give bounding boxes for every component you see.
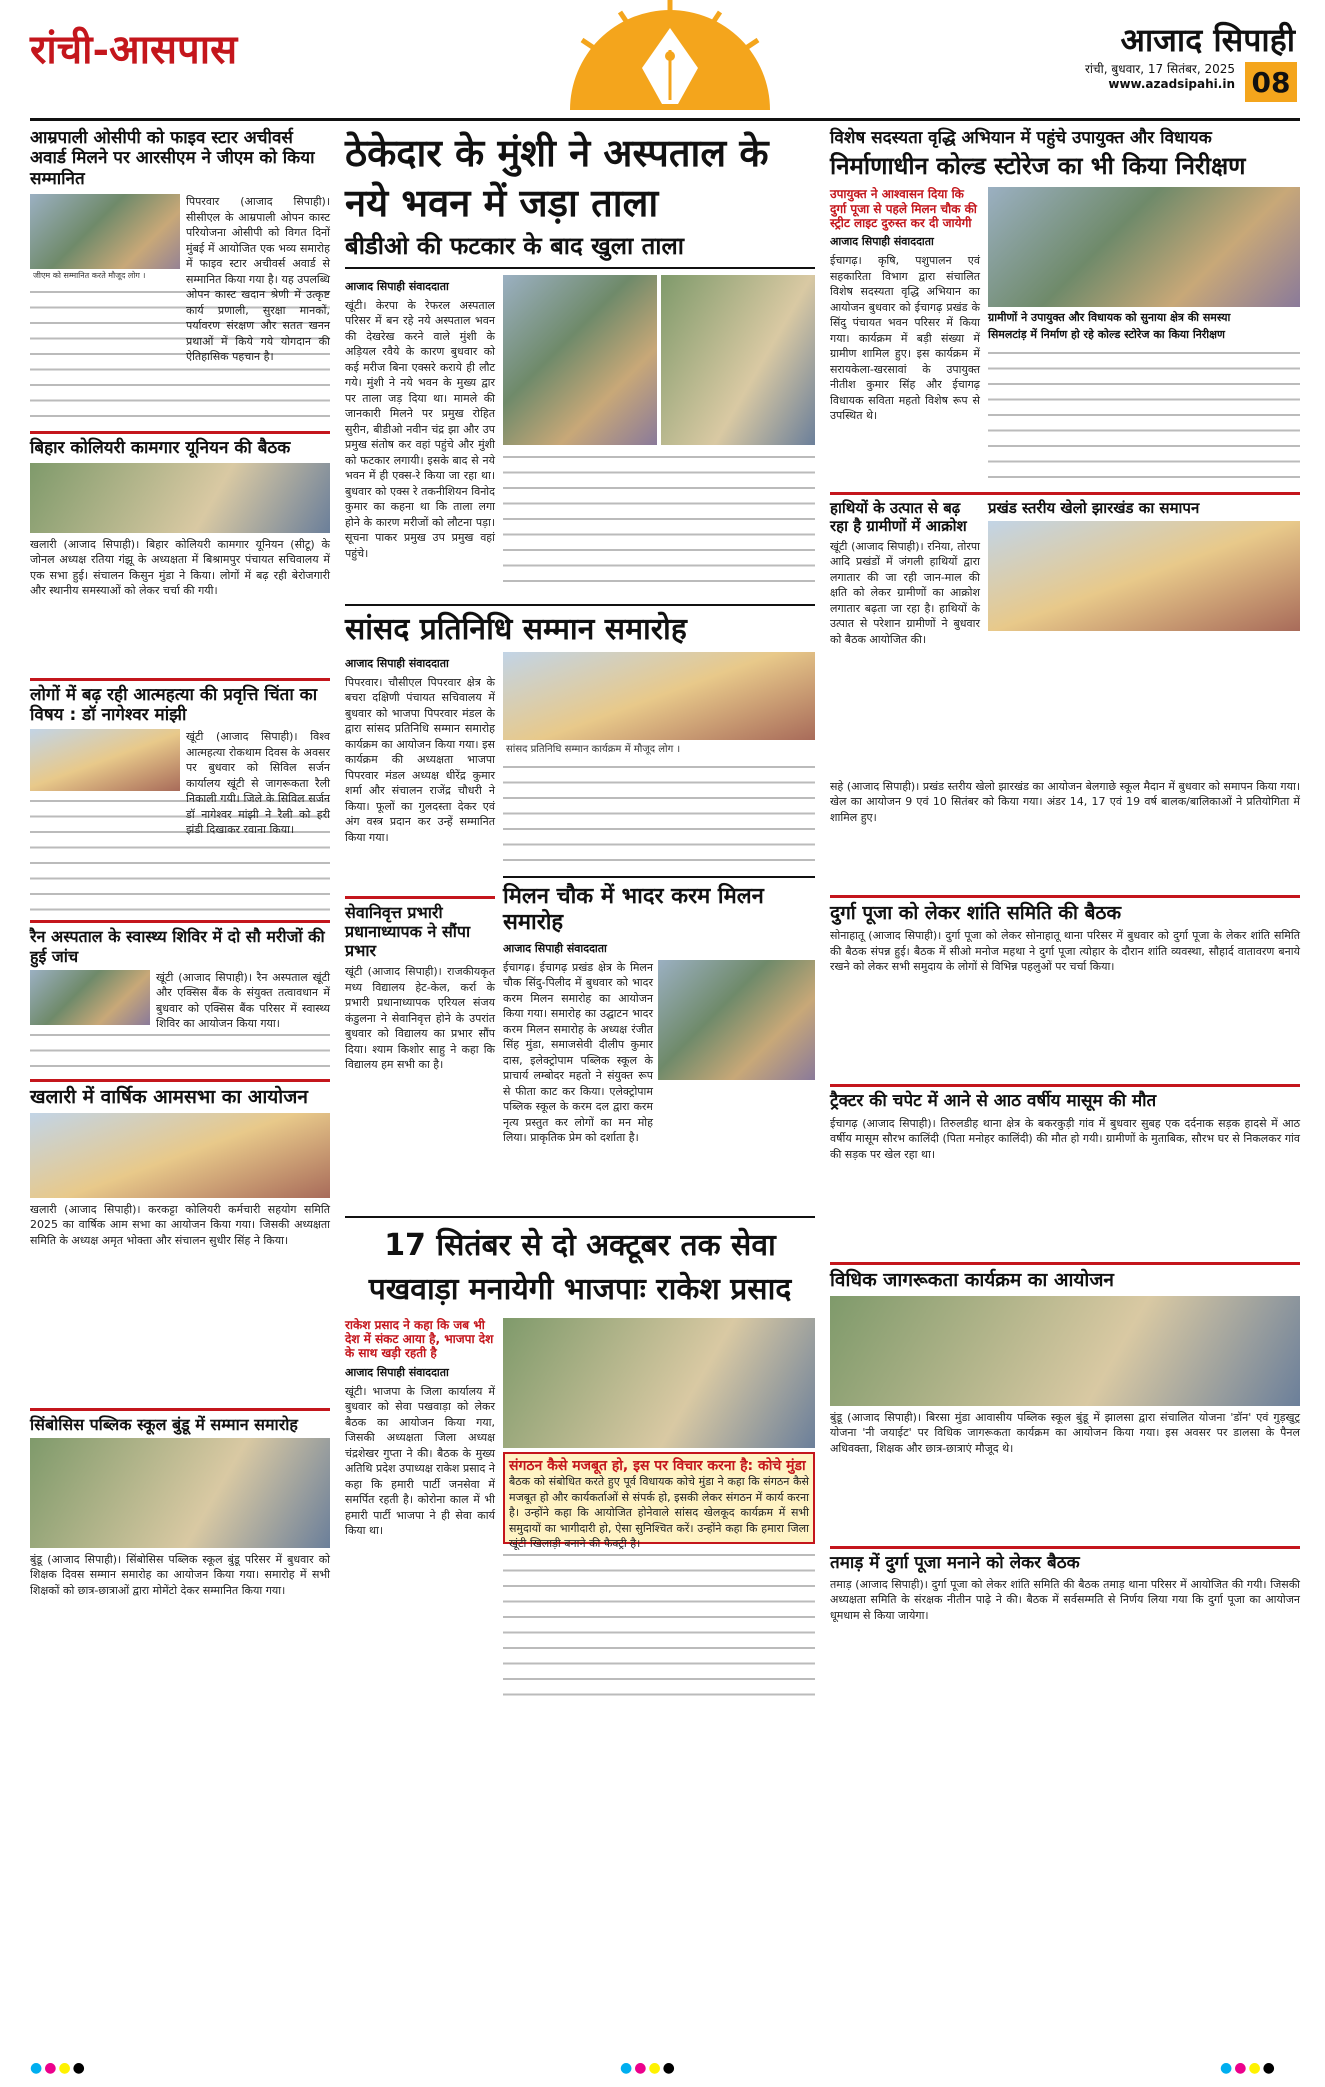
byline: आजाद सिपाही संवाददाता: [345, 1365, 449, 1379]
news-photo: [503, 1318, 815, 1448]
divider: [30, 431, 330, 434]
news-photo: [988, 521, 1300, 631]
article-text: पिपरवार। चौसीएल पिपरवार क्षेत्र के बचरा दक्षिणी पंचायत सचिवालय में बुधवार को भाजपा पिपरवार मंडल के द्वारा सांसद प्रतिनिधि सम्मान समारोह कार्यक्रम का आयोजन किया गया। इस कार्यक्रम की अध्यक्षता भाजपा पिपरवार मंडल अध्यक्ष धीरेंद्र कुमार शर्मा और संचालन राजेंद्र चौधरी ने किया। फूलों का गुलदस्ता देकर एवं अंग वस्त्र प्रदान कर उन्हें सम्मानित किया गया।: [345, 675, 495, 844]
article-text: सोनाहातू (आजाद सिपाही)। दुर्गा पूजा को लेकर सोनाहातू थाना परिसर में बुधवार को दुर्गा पूजा के लेकर शांति समिति की बैठक संपन्न हुई। बैठक में सीओ मनोज महथा ने दुर्गा पूजा त्योहार के दौरान शांति व्यवस्था, सौहार्द वातावरण बनाये रखने को लेकर सभी समुदाय के लोगों से विभिन्न पहलुओं पर चर्चा किया।: [830, 929, 1300, 974]
divider: [30, 920, 330, 923]
divider: [345, 267, 815, 269]
story-amrapali: [30, 128, 330, 425]
story-tamar-durga: [830, 1553, 1300, 1727]
article-text: खलारी (आजाद सिपाही)। करकट्टा कोलियरी कर्मचारी सहयोग समिति 2025 का वार्षिक आम सभा का आयोजन किया गया। जिसकी अध्यक्षता समिति के अध्यक्ष अमृत भोक्ता और संचालन सुधीर सिंह ने किया।: [30, 1202, 330, 1247]
pull-quote: उपायुक्त ने आश्वासन दिया कि दुर्गा पूजा से पहले मिलन चौक की स्ट्रीट लाइट दुरुस्त कर दी जायेगी: [830, 187, 977, 230]
article-text: ईचागढ़ (आजाद सिपाही)। तिरुलडीह थाना क्षेत्र के बकरकुड़ी गांव में बुधवार सुबह एक दर्दनाक सड़क हादसे में आठ वर्षीय मासूम सौरभ कालिंदी (पिता मनोहर कालिंदी) की मौत हो गयी। ग्रामीणों के मुताबिक, सौरभ घर से निकलकर गांव की सड़क पर खेल रहा था।: [830, 1116, 1300, 1161]
divider: [30, 1079, 330, 1082]
story-khelo-jharkhand: [988, 499, 1300, 779]
divider: [345, 1216, 815, 1218]
page-number: 08: [1245, 62, 1297, 102]
article-text: ईचागढ़। कृषि, पशुपालन एवं सहकारिता विभाग द्वारा संचालित विशेष सदस्यता वृद्धि अभियान का आयोजन बुधवार को ईचागढ़ प्रखंड के सिंदु पंचायत भवन परिसर में किया गया। कार्यक्रम में बड़ी संख्या में ग्रामीण शामिल हुए। इस कार्यक्रम में सरायकेला-खरसावां के उपायुक्त नीतीश कुमार सिंह और ईचागढ़ विधायक सविता महतो विशेष रूप से उपस्थित थे।: [830, 254, 980, 423]
news-photo: [30, 1113, 330, 1198]
byline: आजाद सिपाही संवाददाता: [345, 656, 449, 670]
masthead: [0, 0, 1325, 122]
headline: रैन अस्पताल के स्वास्थ्य शिविर में दो सौ मरीजों की हुई जांच: [30, 927, 325, 966]
headline: सांसद प्रतिनिधि सम्मान समारोह: [345, 611, 687, 647]
kicker: राकेश प्रसाद ने कहा कि जब भी देश में संकट आया है, भाजपा देश के साथ खड़ी रहती है: [345, 1317, 494, 1361]
date-text: रांची, बुधवार, 17 सितंबर, 2025: [1085, 62, 1235, 76]
story-hospital-lock: [345, 128, 815, 598]
news-photo: [30, 463, 330, 533]
registration-marks: ●●●●: [30, 2060, 87, 2076]
article-text: खलारी (आजाद सिपाही)। बिहार कोलियरी कामगार यूनियन (सीटू) के जोनल अध्यक्ष रतिया गंझू के अध्यक्षता में बिश्रामपुर पंचायत सचिवालय में एक सभा हुई। संचालन किसुन मुंडा ने किया। लोगों में बढ़ रही बेरोजगारी और स्थानीय समस्याओं को लेकर चर्चा की गयी।: [30, 537, 330, 598]
headline: विधिक जागरूकता कार्यक्रम का आयोजन: [830, 1268, 1114, 1291]
divider: [30, 1408, 330, 1411]
story-elephants: [830, 499, 980, 779]
website-link[interactable]: www.azadsipahi.in: [1108, 77, 1235, 91]
divider: [830, 492, 1300, 495]
news-photo: [503, 275, 657, 445]
callout-text: बैठक को संबोधित करते हुए पूर्व विधायक कोचे मुंडा ने कहा कि संगठन कैसे मजबूत हो और कार्यकर्ताओं से संपर्क हो, इसकी लेकर संगठन में कार्य करना है। उन्होंने कहा कि आयोजित होनेवाले सांसद खेलकूद कार्यक्रम में सभी समुदायों का भागीदारी हो, ऐसा सुनिश्चित करें। उन्होंने कहा कि हमारा जिला खूंटी खिलाड़ी बनाने की फैक्ट्री है।: [509, 1475, 809, 1551]
byline: आजाद सिपाही संवाददाता: [830, 235, 934, 249]
kicker: विशेष सदस्यता वृद्धि अभियान में पहुंचे उपायुक्त और विधायक: [830, 128, 1212, 148]
story-suicide: [30, 685, 330, 915]
article-text-cont: [988, 346, 1300, 486]
divider: [30, 678, 330, 681]
divider: [830, 895, 1300, 898]
newspaper-brand: आजाद सिपाही: [1120, 21, 1295, 59]
divider: [503, 876, 815, 878]
article-text: खूंटी (आजाद सिपाही)। रैन अस्पताल खूंटी और एक्सिस बैंक के संयुक्त तत्वावधान में बुधवार को एक्सिस बैंक परिसर में स्वास्थ्य शिविर का आयोजन किया गया।: [156, 970, 330, 1031]
article-text-cont: [503, 1548, 815, 1698]
divider: [830, 1084, 1300, 1087]
article-text: खूंटी (आजाद सिपाही)। रनिया, तोरपा आदि प्रखंडों में जंगली हाथियों द्वारा लगातार की जा रही जान-माल की क्षति को लेकर ग्रामीणों का आक्रोश लगातार बढ़ता जा रहा है। हाथियों के उत्पात से परेशान ग्रामीणों ने बुधवार को बैठक आयोजित की।: [830, 539, 980, 646]
article-text: बुंडू (आजाद सिपाही)। सिंबोसिस पब्लिक स्कूल बुंडू परिसर में बुधवार को शिक्षक दिवस सम्मान समारोह का आयोजन किया गया। समारोह में सभी शिक्षकों को छात्र-छात्राओं द्वारा मोमेंटो देकर सम्मानित किया गया।: [30, 1552, 330, 1597]
headline: ट्रैक्टर की चपेट में आने से आठ वर्षीय मासूम की मौत: [830, 1091, 1157, 1112]
story-durga-peace: [830, 902, 1300, 1079]
callout-box: [503, 1452, 815, 1551]
divider: [830, 1262, 1300, 1265]
registration-marks: ●●●●: [1220, 2060, 1277, 2076]
article-text: खूंटी (आजाद सिपाही)। विश्व आत्महत्या रोकथाम दिवस के अवसर पर बुधवार को सिविल सर्जन कार्यालय खूंटी से जागरूकता रैली निकाली गयी। जिले के सिविल सर्जन डॉ नागेश्वर मांझी ने रैली को हरी झंडी दिखाकर रवाना किया।: [186, 730, 330, 837]
lead-subhead: बीडीओ की फटकार के बाद खुला ताला: [345, 232, 684, 260]
center-column: [345, 128, 815, 2048]
headline: निर्माणाधीन कोल्ड स्टोरेज का भी किया निरीक्षण: [830, 152, 1246, 181]
story-bihar-colliery: [30, 438, 330, 671]
news-photo: [658, 960, 815, 1080]
left-column: [30, 128, 330, 2048]
news-photo: [30, 970, 150, 1025]
headline: आम्रपाली ओसीपी को फाइव स्टार अचीवर्स अवार्ड मिलने पर आरसीएम ने जीएम को किया सम्मानित: [30, 128, 315, 189]
story-legal-awareness: [830, 1269, 1300, 1540]
article-text: खूंटी (आजाद सिपाही)। राजकीयकृत मध्य विद्यालय हेट-केल, कर्रा के प्रभारी प्रधानाध्यापक एरियल संजय कंडुलना ने सेवानिवृत्त होने के उपरांत बुधवार को विद्यालय का प्रभार सौंप दिया। श्याम किशोर साहु ने कहा कि विद्यालय हम सभी का है।: [345, 965, 495, 1072]
subhead: सिमलटांड़ में निर्माण हो रहे कोल्ड स्टोरेज का किया निरीक्षण: [988, 328, 1225, 342]
headline: लोगों में बढ़ रही आत्महत्या की प्रवृत्ति चिंता का विषय : डॉ नागेश्वर मांझी: [30, 684, 318, 725]
masthead-rule: [30, 118, 1300, 121]
news-photo: [503, 652, 815, 740]
headline: तमाड़ में दुर्गा पूजा मनाने को लेकर बैठक: [830, 1552, 1080, 1573]
article-text-cont: [30, 1028, 330, 1073]
headline: सिंबोसिस पब्लिक स्कूल बुंडू में सम्मान समारोह: [30, 1414, 298, 1434]
registration-marks: ●●●●: [620, 2060, 677, 2076]
news-photo: [30, 729, 180, 791]
headline: दुर्गा पूजा को लेकर शांति समिति की बैठक: [830, 901, 1122, 924]
headline: मिलन चौक में भादर करम मिलन समारोह: [503, 883, 764, 936]
news-photo: [30, 1438, 330, 1548]
section-title: रांची-आसपास: [30, 26, 238, 73]
byline: आजाद सिपाही संवाददाता: [503, 941, 607, 955]
story-membership-drive: [830, 128, 1300, 486]
story-mp-representative: [345, 612, 815, 1210]
headline: खलारी में वार्षिक आमसभा का आयोजन: [30, 1085, 308, 1108]
article-text: खूंटी। केरपा के रेफरल अस्पताल परिसर में बन रहे नये अस्पताल भवन की देखरेख करने वाले मुंशी के अड़ियल रवैये के कारण बुधवार को कई मरीज बिना एक्सरे कराये ही लौट गये। मुंशी ने नये भवन के मुख्य द्वार पर ताला जड़ दिया था। मामले की जानकारी मिलने पर प्रमुख रोहित सुरीन, बीडीओ नवीन चंद्र झा और उप प्रमुख संतोष कर वहां पहुंचे और मुंशी को फटकार लगायी। इसके बाद से नये भवन में ही एक्स-रे किया जा रहा था। बुधवार को एक्स रे तकनीशियन विनोद कुमार का कहना था कि ताला लगा होने के कारण मरीजों को लौटना पड़ा। सूचना पाकर प्रमुख उप प्रमुख वहां पहुंचे।: [345, 298, 495, 560]
callout-headline: संगठन कैसे मजबूत हो, इस पर विचार करना है: कोचे मुंडा: [509, 1457, 806, 1474]
story-tractor: [830, 1091, 1300, 1255]
story-khalari-agm: [30, 1086, 330, 1402]
story-health-camp: [30, 927, 330, 1072]
article-text: सहे (आजाद सिपाही)। प्रखंड स्तरीय खेलो झारखंड का आयोजन बेलगाछे स्कूल मैदान में बुधवार को समापन किया गया। खेल का आयोजन 9 एवं 10 सितंबर को किया गया। अंडर 14, 17 एवं 19 वर्ष बालक/बालिकाओं ने प्रतियोगिता में शामिल हुए।: [830, 779, 1300, 824]
right-column: [830, 128, 1300, 2048]
headline: बिहार कोलियरी कामगार यूनियन की बैठक: [30, 438, 291, 459]
article-text: तमाड़ (आजाद सिपाही)। दुर्गा पूजा को लेकर शांति समिति की बैठक तमाड़ थाना परिसर में आयोजित की गयी। जिसकी अध्यक्षता समिति के संरक्षक नीतीन पाढ़े ने की। बैठक में सर्वसम्मति से निर्णय लिया गया कि दुर्गा पूजा का आयोजन धूमधाम से किया जायेगा।: [830, 1577, 1300, 1622]
divider: [830, 1546, 1300, 1549]
headline: सेवानिवृत्त प्रभारी प्रधानाध्यापक ने सौंपा प्रभार: [345, 902, 471, 961]
news-photo: [661, 275, 815, 445]
divider: [345, 896, 495, 899]
subhead: ग्रामीणों ने उपायुक्त और विधायक को सुनाया क्षेत्र की समस्या: [988, 311, 1231, 325]
pen-nib-logo-icon: [560, 0, 780, 110]
article-text: पिपरवार (आजाद सिपाही)। सीसीएल के आम्रपाली ओपन कास्ट परियोजना ओसीपी को विगत दिनों मुंबई में आयोजित एक भव्य समारोह में फाइव स्टार अचीवर्स अवार्ड से सम्मानित किया गया है। यह उपलब्धि ओपन कास्ट खदान श्रेणी में उत्कृष्ट कार्य प्रणाली, सुरक्षा मानकों, पर्यावरण संरक्षण और सतत खनन प्रथाओं में किये गये योगदान की ऐतिहासिक पहचान है।: [186, 195, 330, 364]
photo-caption: जीएम को सम्मानित करते मौजूद लोग ।: [30, 269, 180, 282]
news-photo: [830, 1296, 1300, 1406]
byline: आजाद सिपाही संवाददाता: [345, 279, 449, 293]
article-text-cont: [503, 760, 815, 870]
article-text: खूंटी। भाजपा के जिला कार्यालय में बुधवार को सेवा पखवाड़ा को लेकर बैठक का आयोजन किया गया, जिसकी अध्यक्षता जिला अध्यक्ष चंद्रशेखर गुप्ता ने की। बैठक के मुख्य अतिथि प्रदेश उपाध्यक्ष राकेश प्रसाद ने कहा कि हमारी पार्टी जनसेवा में समर्पित रहती है। कोरोना काल में भी हमारी पार्टी भाजपा ने ही सेवा कार्य किया था।: [345, 1384, 495, 1538]
article-text: ईचागढ़। ईचागढ़ प्रखंड क्षेत्र के मिलन चौक सिंदु-पिलीद में बुधवार को भादर करम मिलन समारोह का आयोजन किया गया। समारोह का उद्घाटन भादर करम मिलन समारोह के अध्यक्ष रंजीत सिंह मुंडा, समाजसेवी दीलीप कुमार दास, इलेक्ट्रोपाम पब्लिक स्कूल के प्राचार्य लम्बोदर महतो ने संयुक्त रूप से फीता काट कर किया। एलेक्ट्रोपाम पब्लिक स्कूल के करम दल द्वारा करम नृत्य प्रस्तुत कर लोगों का मन मोह लिया। प्राकृतिक प्रेम को दर्शाता है।: [503, 960, 653, 1145]
lead-headline: ठेकेदार के मुंशी ने अस्पताल के नये भवन में जड़ा ताला: [345, 131, 769, 225]
photo-caption: सांसद प्रतिनिधि सम्मान कार्यक्रम में मौजूद लोग ।: [503, 740, 815, 756]
headline: हाथियों के उत्पात से बढ़ रहा है ग्रामीणों में आक्रोश: [830, 498, 967, 535]
news-photo: [988, 187, 1300, 307]
article-text-cont: [503, 450, 815, 590]
divider: [345, 604, 815, 606]
story-seva-pakhwada: [345, 1224, 815, 1724]
headline: प्रखंड स्तरीय खेलो झारखंड का समापन: [988, 498, 1200, 517]
story-symbiosis: [30, 1415, 330, 1732]
dateline: [1085, 62, 1235, 92]
article-text: बुंडू (आजाद सिपाही)। बिरसा मुंडा आवासीय पब्लिक स्कूल बुंडू में झालसा द्वारा संचालित योजना 'डॉन' एवं गुड़खुट्र योजना 'नी जयाईट' पर विधिक जागरूकता कार्यक्रम का आयोजन किया गया। इस अवसर पर डालसा के पैनल अधिवक्ता, शिक्षक और छात्र-छात्राएं मौजूद थे।: [830, 1410, 1300, 1455]
news-photo: [30, 194, 180, 282]
headline: 17 सितंबर से दो अक्टूबर तक सेवा पखवाड़ा मनायेगी भाजपाः राकेश प्रसाद: [368, 1227, 792, 1307]
